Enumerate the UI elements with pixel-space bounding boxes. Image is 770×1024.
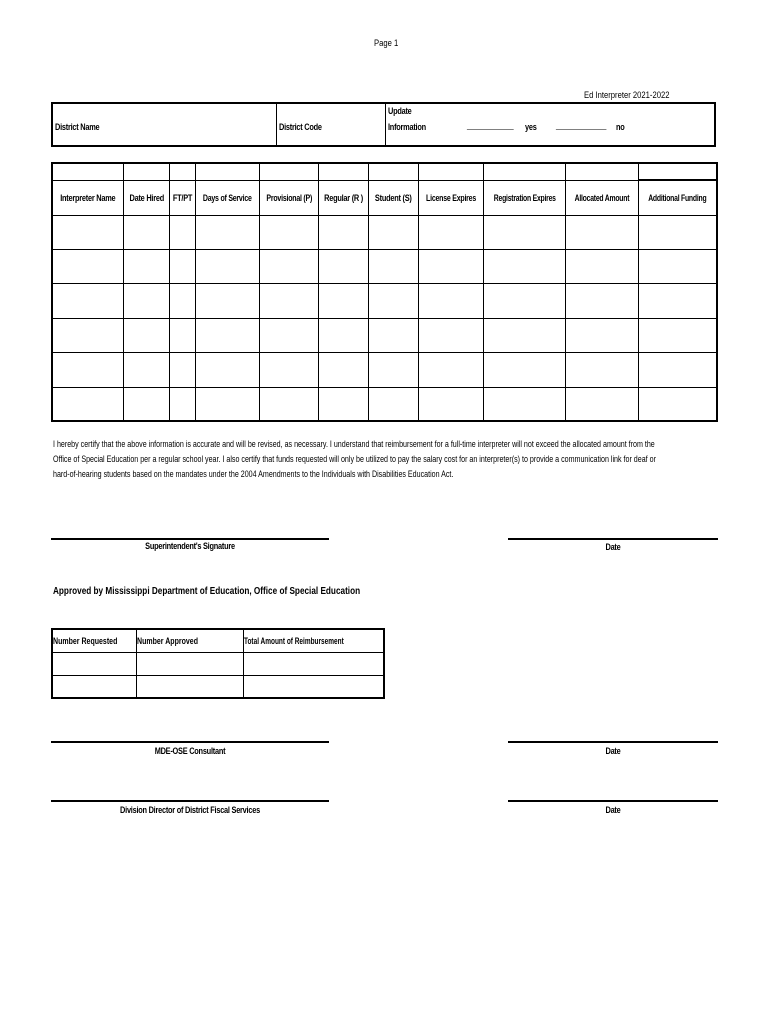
district-name-label: District Name [55, 122, 100, 132]
certification-line-1: I hereby certify that the above information is accurate and will be revised, as necessary. I understand that reimbursement for a full-time interpreter will not exceed the allocated amount from the [53, 439, 655, 449]
col-registration-expires: Registration Expires [483, 180, 566, 215]
table-row[interactable] [52, 652, 384, 675]
consultant-date-line[interactable] [508, 741, 718, 743]
col-total-reimbursement: Total Amount of Reimbursement [244, 629, 384, 652]
table-row[interactable] [52, 352, 717, 387]
consultant-signature-line[interactable] [51, 741, 329, 743]
table-row[interactable] [52, 249, 717, 283]
no-blank[interactable]: _____________ [556, 120, 607, 130]
no-label: no [616, 122, 625, 132]
col-number-requested: Number Requested [52, 629, 136, 652]
interpreter-table [51, 162, 718, 422]
header-row [52, 180, 717, 215]
director-label: Division Director of District Fiscal Services [120, 805, 260, 815]
col-additional-funding: Additional Funding [639, 180, 717, 215]
director-date-label: Date [605, 805, 621, 815]
form-id: Ed Interpreter 2021-2022 [584, 90, 670, 100]
col-days-of-service: Days of Service [196, 180, 260, 215]
col-number-approved: Number Approved [136, 629, 244, 652]
col-provisional: Provisional (P) [259, 180, 319, 215]
superintendent-signature-label: Superintendent's Signature [145, 541, 235, 551]
update-label: Update [388, 106, 412, 116]
col-interpreter-name: Interpreter Name [52, 180, 123, 215]
page-label: Page 1 [374, 38, 399, 48]
table-row[interactable] [52, 387, 717, 421]
certification-line-2: Office of Special Education per a regular school year. I also certify that funds requested will only be utilized to pay the salary cost for an interpreter(s) to provide a communication link for deaf or [53, 454, 656, 464]
consultant-label: MDE-OSE Consultant [154, 746, 226, 756]
col-ftpt: FT/PT [170, 180, 196, 215]
director-date-line[interactable] [508, 800, 718, 802]
table-row[interactable] [52, 675, 384, 698]
col-date-hired: Date Hired [123, 180, 170, 215]
col-license-expires: License Expires [418, 180, 483, 215]
yes-blank[interactable]: ____________ [467, 120, 514, 130]
superintendent-date-label: Date [605, 542, 621, 552]
superintendent-date-line[interactable] [508, 538, 718, 540]
certification-line-3: hard-of-hearing students based on the mandates under the 2004 Amendments to the Individuals with Disabilities Education Act. [53, 469, 454, 479]
district-header-box [51, 102, 716, 147]
certification-text [53, 437, 656, 482]
superintendent-signature-line[interactable] [51, 538, 329, 540]
table-row[interactable] [52, 215, 717, 249]
spacer-row [52, 163, 717, 180]
approval-table [51, 628, 385, 699]
col-student: Student (S) [369, 180, 419, 215]
director-signature-line[interactable] [51, 800, 329, 802]
update-info-label: Information [388, 122, 426, 132]
table-row[interactable] [52, 318, 717, 352]
yes-label: yes [525, 122, 537, 132]
district-code-label: District Code [279, 122, 322, 132]
table-row[interactable] [52, 283, 717, 318]
approval-heading: Approved by Mississippi Department of Education, Office of Special Education [53, 586, 361, 597]
col-regular: Regular (R ) [319, 180, 369, 215]
col-allocated-amount: Allocated Amount [566, 180, 639, 215]
consultant-date-label: Date [605, 746, 621, 756]
approval-header-row [52, 629, 384, 652]
